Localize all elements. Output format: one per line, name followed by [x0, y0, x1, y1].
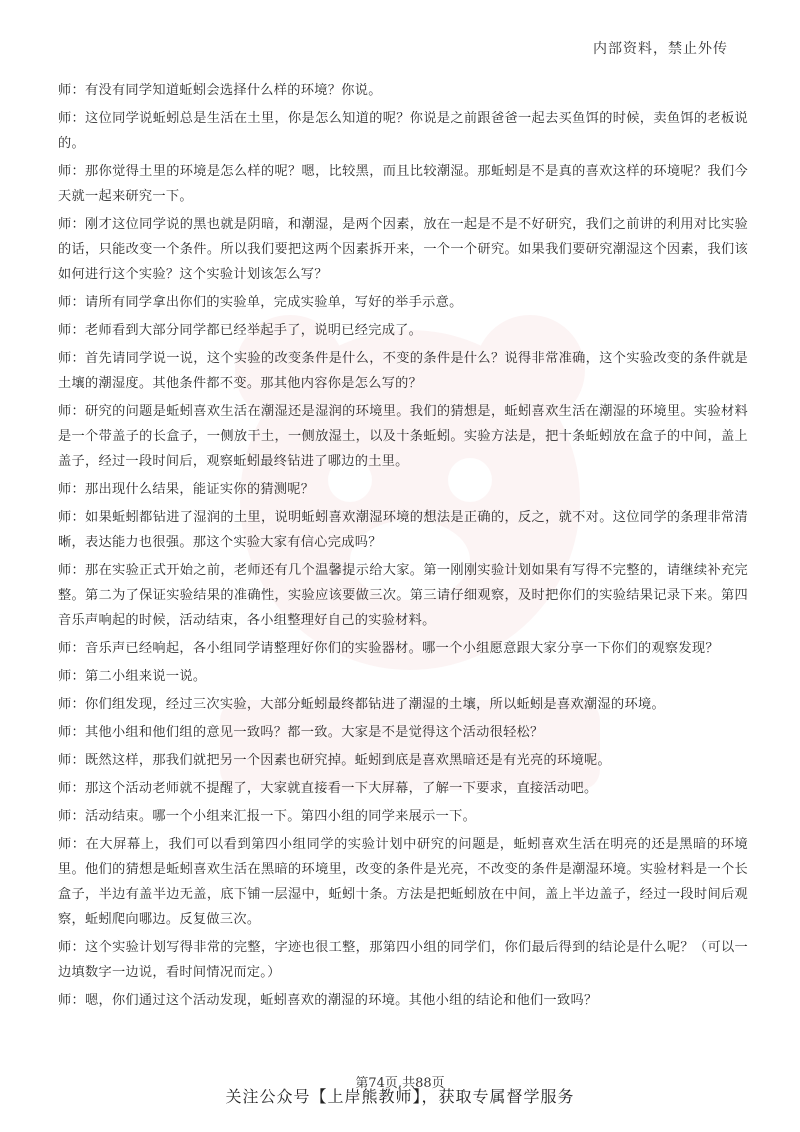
paragraph: 师：老师看到大部分同学都已经举起手了，说明已经完成了。 [58, 323, 423, 338]
paragraph: 师：其他小组和他们组的意见一致吗？都一致。大家是不是觉得这个活动很轻松？ [58, 725, 544, 740]
paragraph: 师：那出现什么结果，能证实你的猜测呢？ [58, 482, 315, 497]
paragraph: 师：音乐声已经响起，各小组同学请整理好你们的实验器材。哪一个小组愿意跟大家分享一下你们的观察发现？ [58, 641, 719, 656]
paragraph: 师：在大屏幕上，我们可以看到第四小组同学的实验计划中研究的问题是，蚯蚓喜欢生活在明亮的还是黑暗的环境里。他们的猜想是蚯蚓喜欢生活在黑暗的环境里，改变的条件是光亮，不改变的条件是潮湿环境。实验材料是一个长盒子，半边有盖半边无盖，底下铺一层湿中，蚯蚓十条。方法是把蚯蚓放在中间，盖上半边盖子，经过一段时间后观察，蚯蚓爬向哪边。反复做三次。 [58, 837, 748, 927]
paragraph: 师：首先请同学说一说，这个实验的改变条件是什么，不变的条件是什么？说得非常准确，这个实验改变的条件就是土壤的潮湿度。其他条件都不变。那其他内容你是怎么写的？ [58, 351, 748, 391]
paragraph: 师：你们组发现，经过三次实验，大部分蚯蚓最终都钻进了潮湿的土壤，所以蚯蚓是喜欢潮湿的环境。 [58, 697, 665, 712]
paragraph: 师：这个实验计划写得非常的完整，字迹也很工整，那第四小组的同学们，你们最后得到的结论是什么呢？（可以一边填数字一边说，看时间情况而定。） [58, 940, 748, 980]
document-body [58, 78, 748, 1016]
paragraph: 师：那你觉得土里的环境是怎么样的呢？嗯，比较黑，而且比较潮湿。那蚯蚓是不是真的喜欢这样的环境呢？我们今天就一起来研究一下。 [58, 164, 748, 204]
paragraph: 师：活动结束。哪一个小组来汇报一下。第四小组的同学来展示一下。 [58, 809, 477, 824]
paragraph: 师：那在实验正式开始之前，老师还有几个温馨提示给大家。第一刚刚实验计划如果有写得不完整的，请继续补充完整。第二为了保证实验结果的准确性，实验应该要做三次。第三请仔细观察，及时把你们的实验结果记录下来。第四音乐声响起的时候，活动结束，各小组整理好自己的实验材料。 [58, 563, 748, 628]
header-note: 内部资料，禁止外传 [593, 41, 728, 57]
page-number: 第74页,共88页 [355, 1076, 445, 1091]
paragraph: 师：嗯，你们通过这个活动发现，蚯蚓喜欢的潮湿的环境。其他小组的结论和他们一致吗？ [58, 993, 598, 1008]
paragraph: 师：请所有同学拿出你们的实验单，完成实验单，写好的举手示意。 [58, 295, 463, 310]
paragraph: 师：刚才这位同学说的黑也就是阴暗，和潮湿，是两个因素，放在一起是不是不好研究，我们之前讲的利用对比实验的话，只能改变一个条件。所以我们要把这两个因素拆开来，一个一个研究。如果我们要研究潮湿这个因素，我们该如何进行这个实验？这个实验计划该怎么写？ [58, 217, 748, 282]
paragraph: 师：有没有同学知道蚯蚓会选择什么样的环境？你说。 [58, 83, 382, 98]
paragraph: 师：这位同学说蚯蚓总是生活在土里，你是怎么知道的呢？你说是之前跟爸爸一起去买鱼饵的时候，卖鱼饵的老板说的。 [58, 111, 748, 151]
footer-promo: 关注公众号【上岸熊教师】，获取专属督学服务 [225, 1087, 575, 1106]
paragraph: 师：第二小组来说一说。 [58, 669, 207, 684]
paragraph: 师：如果蚯蚓都钻进了湿润的土里，说明蚯蚓喜欢潮湿环境的想法是正确的，反之，就不对。这位同学的条理非常清晰，表达能力也很强。那这个实验大家有信心完成吗？ [58, 510, 748, 550]
paragraph: 师：研究的问题是蚯蚓喜欢生活在潮湿还是湿润的环境里。我们的猜想是，蚯蚓喜欢生活在潮湿的环境里。实验材料是一个带盖子的长盒子，一侧放干土，一侧放湿土，以及十条蚯蚓。实验方法是，把十条蚯蚓放在盒子的中间，盖上盖子，经过一段时间后，观察蚯蚓最终钻进了哪边的土里。 [58, 404, 748, 469]
paragraph: 师：既然这样，那我们就把另一个因素也研究掉。蚯蚓到底是喜欢黑暗还是有光亮的环境呢。 [58, 753, 611, 768]
paragraph: 师：那这个活动老师就不提醒了，大家就直接看一下大屏幕，了解一下要求，直接活动吧。 [58, 781, 598, 796]
